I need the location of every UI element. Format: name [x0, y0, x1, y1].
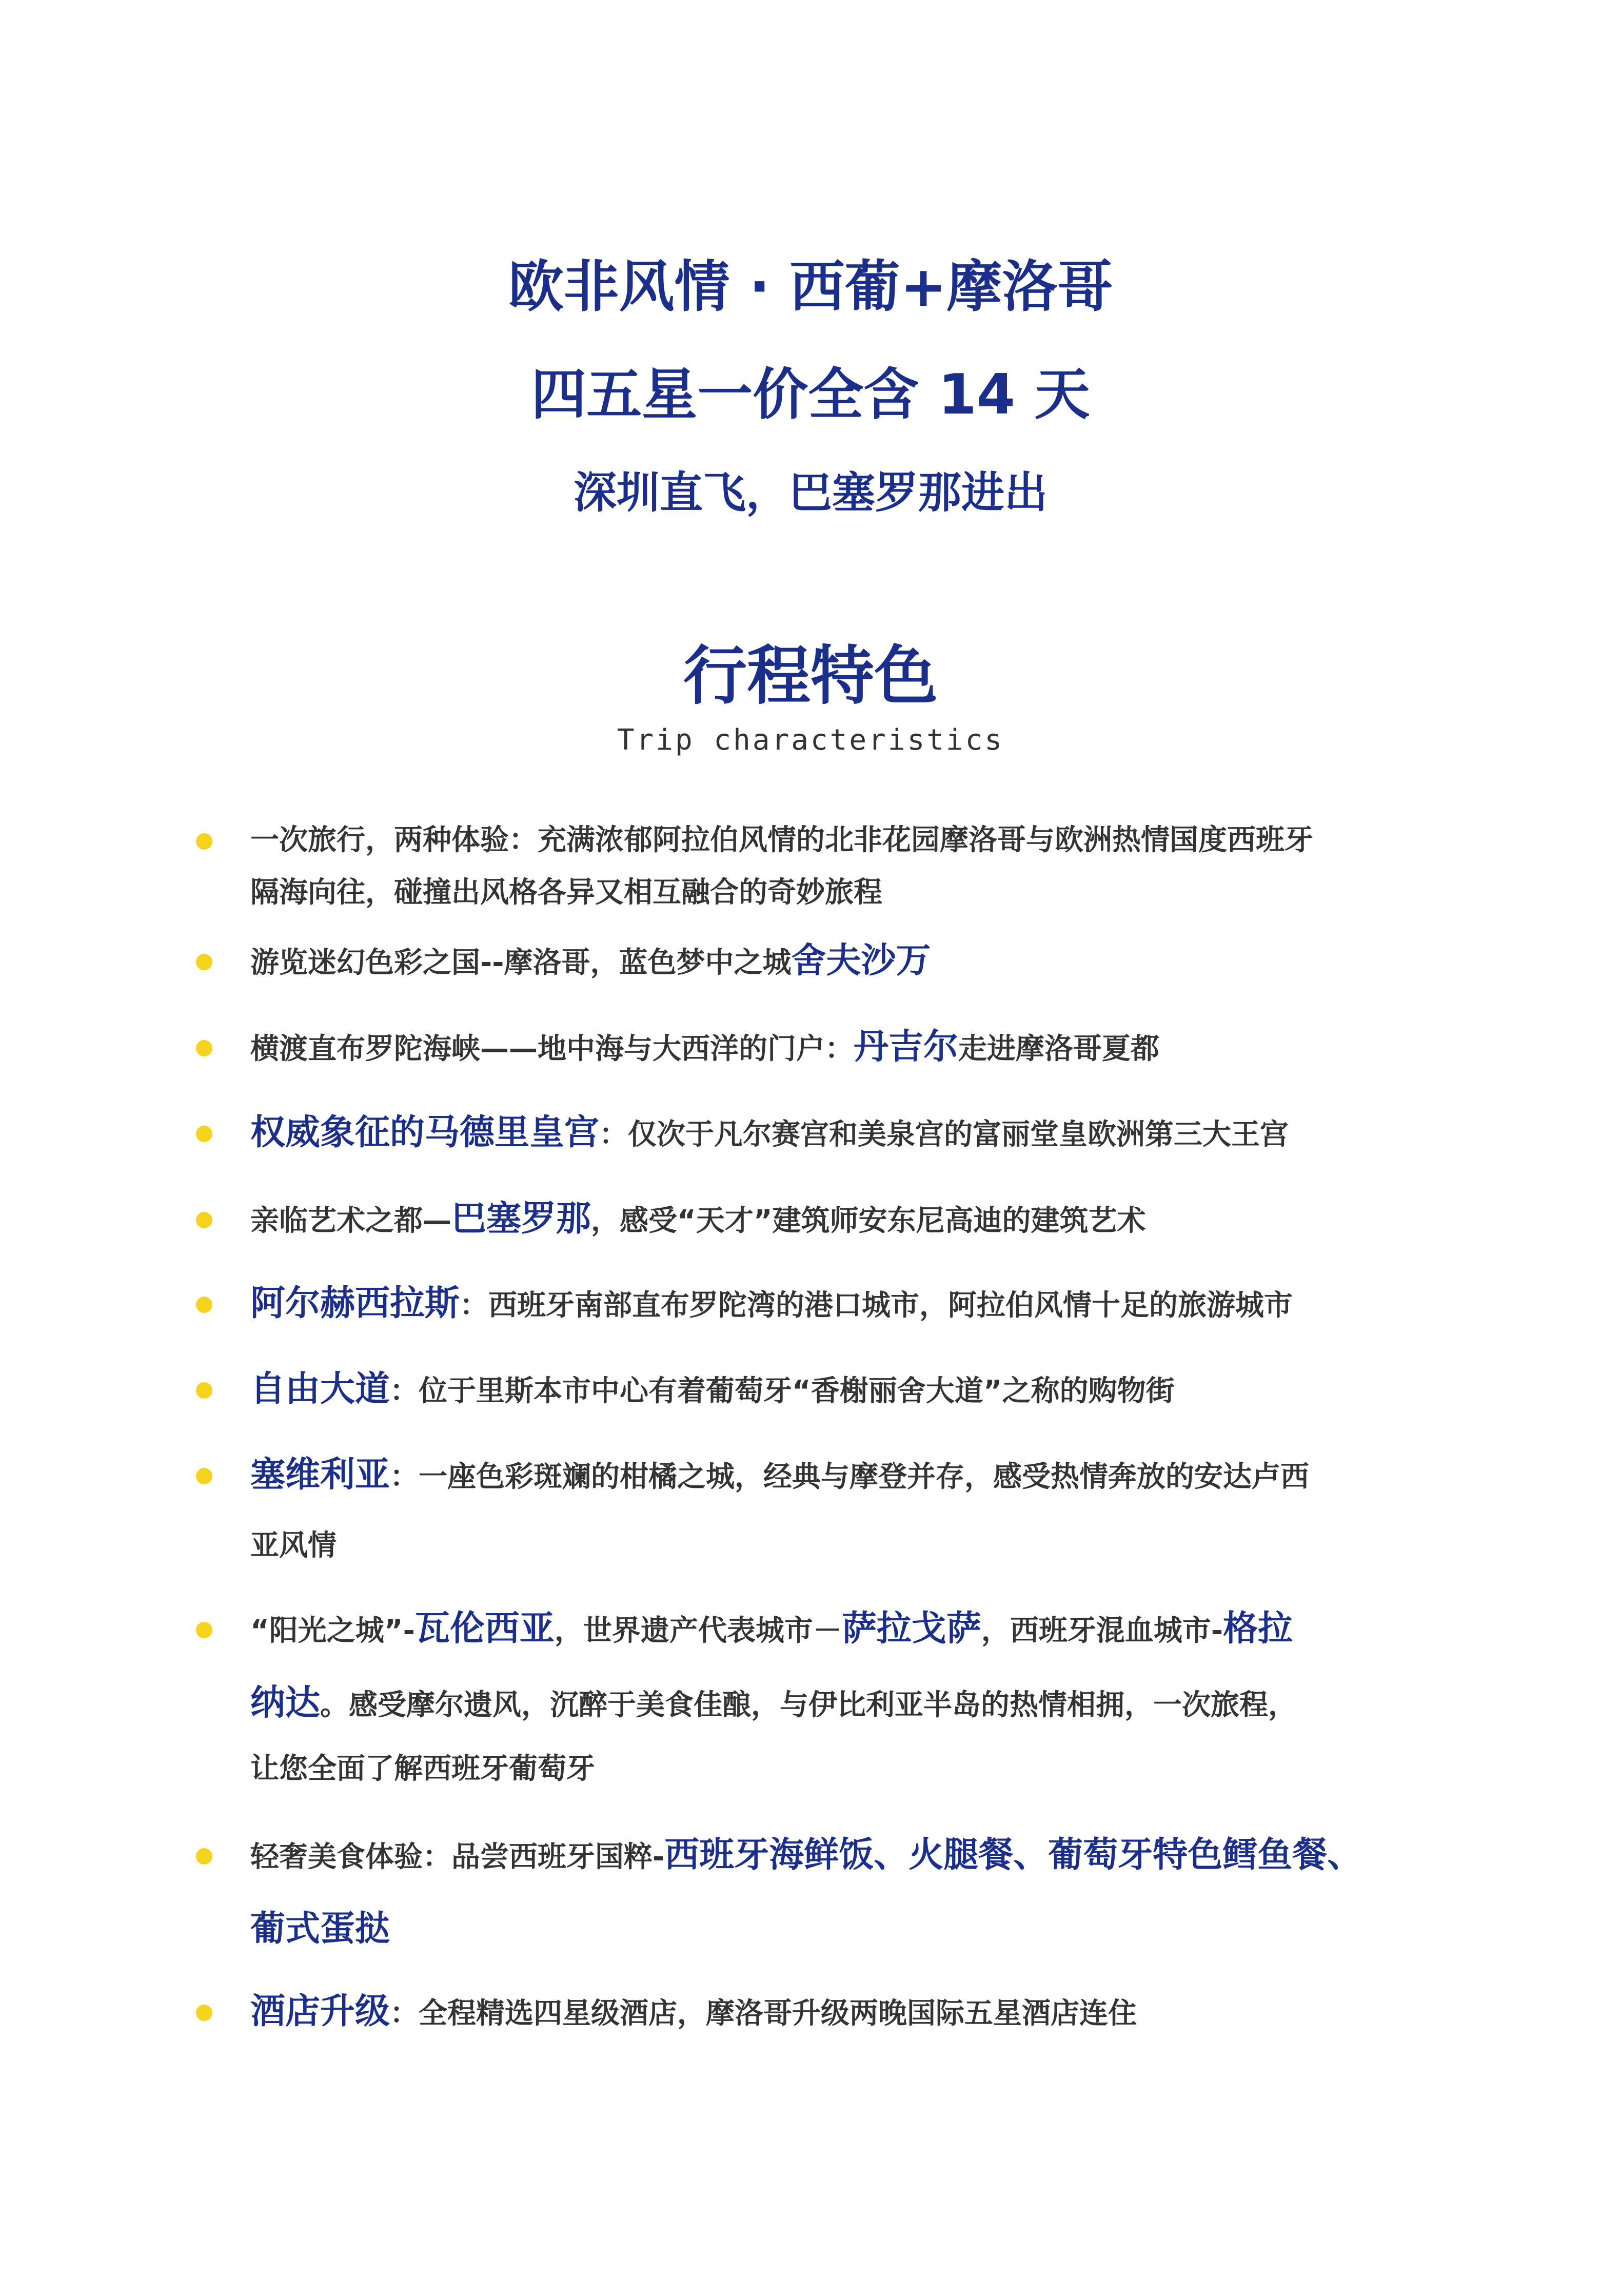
list-item-text: ，感受“天才”建筑师安东尼高迪的建筑艺术: [591, 1204, 1146, 1238]
list-item-text: 亲临艺术之都—: [250, 1204, 451, 1238]
bullet-icon: [196, 1040, 212, 1056]
bullet-icon: [196, 1297, 212, 1313]
highlight-text: 萨拉戈萨: [841, 1608, 981, 1649]
list-item-text: 。感受摩尔遗风，沉醉于美食佳酿，与伊比利亚半岛的热情相拥，一次旅程，: [320, 1689, 1297, 1722]
highlight-text: 舍夫沙万: [791, 940, 931, 981]
list-item-line: [250, 1370, 1175, 1411]
title-line-3: 深圳直飞，巴塞罗那进出: [573, 467, 1047, 518]
list-item-text: 一次旅行，两种体验：充满浓郁阿拉伯风情的北非花园摩洛哥与欧洲热情国度西班牙: [250, 823, 1313, 857]
section-title: 行程特色: [683, 639, 938, 713]
list-item-line: [250, 1750, 595, 1789]
list-item-text: ：位于里斯本市中心有着葡萄牙“香榭丽舍大道”之称的购物街: [390, 1375, 1175, 1408]
list-item-text: 轻奢美食体验：品尝西班牙国粹-: [250, 1840, 665, 1874]
title-line-1: 欧非风情 · 西葡+摩洛哥: [508, 255, 1113, 319]
highlight-text: 丹吉尔: [854, 1027, 959, 1067]
list-item-text: ，世界遗产代表城市－: [554, 1614, 842, 1647]
bullet-icon: [196, 1212, 212, 1228]
list-item-text: ：一座色彩斑斓的柑橘之城，经典与摩登并存，感受热情奔放的安达卢西: [390, 1460, 1310, 1494]
list-item-line: [250, 821, 1313, 860]
list-item-text: 让您全面了解西班牙葡萄牙: [250, 1752, 595, 1785]
highlight-text: 自由大道: [250, 1369, 390, 1409]
list-item-text: ：仅次于凡尔赛宫和美泉宫的富丽堂皇欧洲第三大王宫: [599, 1118, 1289, 1151]
list-item-text: 隔海向往，碰撞出风格各异又相互融合的奇妙旅程: [250, 876, 882, 909]
bullet-icon: [196, 954, 212, 970]
highlight-text: 葡式蛋挞: [250, 1909, 390, 1949]
list-item-text: 走进摩洛哥夏都: [958, 1032, 1160, 1066]
list-item-text: ，西班牙混血城市-: [981, 1614, 1223, 1647]
list-item-line: [250, 1992, 1137, 2033]
bullet-icon: [196, 2005, 212, 2021]
section-subtitle: Trip characteristics: [617, 723, 1004, 757]
list-item-line: [250, 1113, 1289, 1154]
highlight-text: 西班牙海鲜饭、火腿餐、葡萄牙特色鳕鱼餐、: [664, 1835, 1362, 1875]
list-item-line: [250, 1284, 1293, 1325]
highlight-text: 塞维利亚: [250, 1455, 390, 1495]
highlight-text: 阿尔赫西拉斯: [250, 1283, 460, 1324]
list-item-line: [250, 1526, 337, 1565]
list-item-line: [250, 1456, 1309, 1497]
list-item-text: ：西班牙南部直布罗陀湾的港口城市，阿拉伯风情十足的旅游城市: [460, 1289, 1293, 1322]
list-item-text: 游览迷幻色彩之国--摩洛哥，蓝色梦中之城: [250, 946, 792, 979]
list-item-line: [250, 1836, 1362, 1877]
list-item-line: [250, 1028, 1159, 1069]
list-item-line: [250, 1910, 390, 1951]
list-item-line: [250, 941, 931, 983]
highlight-text: 巴塞罗那: [451, 1199, 591, 1239]
bullet-icon: [196, 1848, 212, 1865]
bullet-icon: [196, 1382, 212, 1399]
title-line-2: 四五星一价全含 14 天: [531, 363, 1090, 427]
list-item-line: [250, 1684, 1297, 1725]
list-item-line: [250, 873, 882, 912]
highlight-text: 权威象征的马德里皇宫: [250, 1112, 600, 1153]
bullet-icon: [196, 1126, 212, 1142]
highlight-text: 酒店升级: [250, 1991, 390, 2032]
list-item-text: “阳光之城”-: [250, 1614, 415, 1647]
bullet-icon: [196, 1622, 212, 1638]
bullet-icon: [196, 1468, 212, 1484]
list-item-line: [250, 1200, 1146, 1241]
highlight-text: 格拉: [1223, 1608, 1293, 1649]
bullet-icon: [196, 833, 212, 850]
list-item-text: 横渡直布罗陀海峡——地中海与大西洋的门户：: [250, 1032, 854, 1066]
list-item-text: 亚风情: [250, 1529, 337, 1562]
highlight-text: 瓦伦西亚: [414, 1608, 555, 1649]
highlight-text: 纳达: [250, 1683, 321, 1723]
list-item-text: ：全程精选四星级酒店，摩洛哥升级两晚国际五星酒店连住: [390, 1997, 1137, 2030]
list-item-line: [250, 1610, 1293, 1651]
